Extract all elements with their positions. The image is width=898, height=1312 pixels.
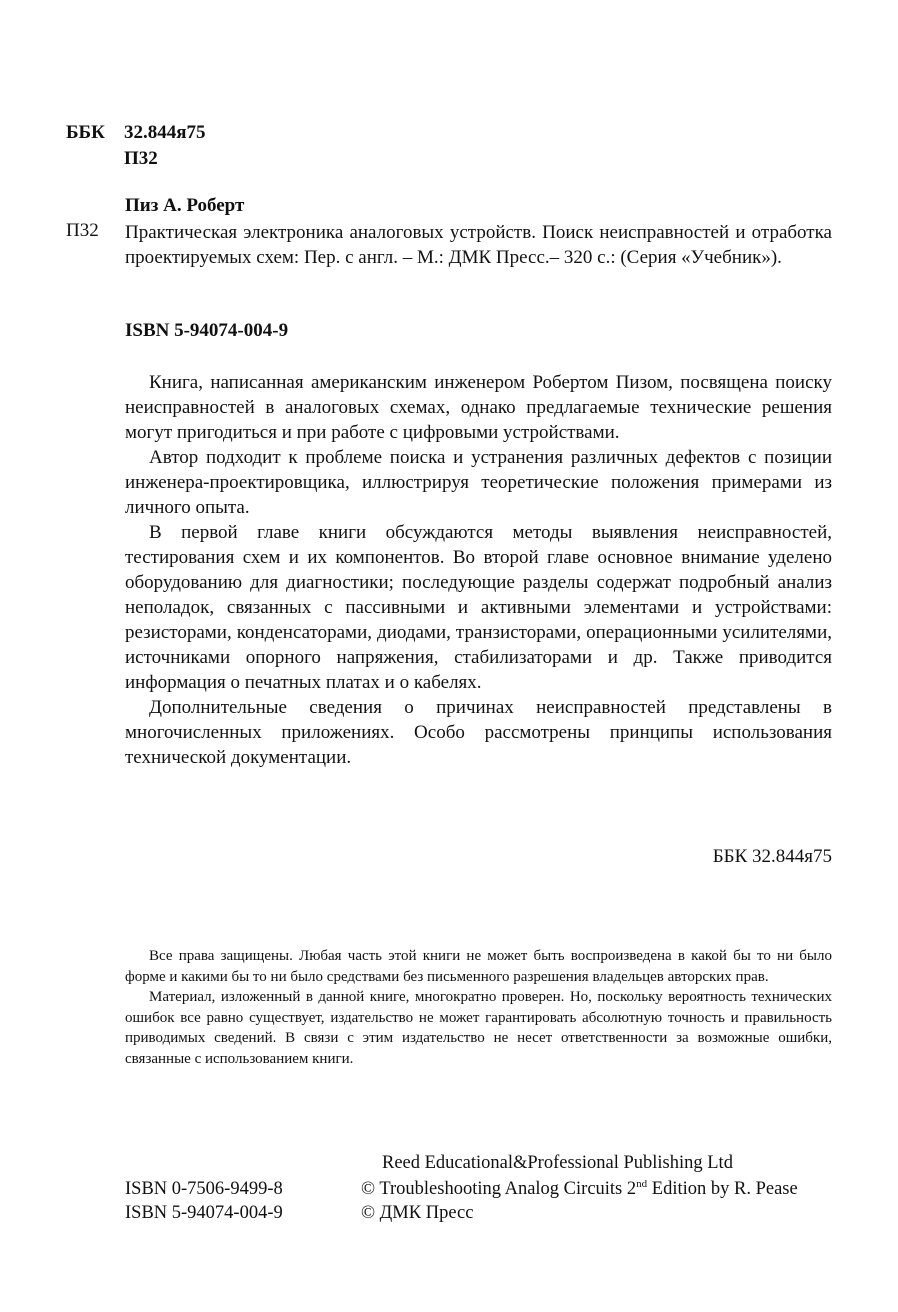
isbn-main: ISBN 5-94074-004-9: [125, 320, 289, 341]
bbk-block: [66, 120, 206, 172]
bbk-label: ББК: [66, 122, 105, 143]
copyright-original-suffix: Edition by R. Pease: [647, 1179, 798, 1199]
rights-notice: [125, 946, 832, 1069]
copyright-russian: © ДМК Пресс: [361, 1203, 474, 1223]
abstract: [125, 370, 832, 770]
bbk-footer: ББК 32.844я75: [712, 846, 832, 867]
abstract-paragraph: Дополнительные сведения о причинах неисправностей представлены в многочисленных приложениях. Особо рассмотрены принципы использования технической документации.: [125, 697, 832, 768]
book-description: Практическая электроника аналоговых устройств. Поиск неисправностей и отработка проектируемых схем: Пер. с англ. – М.: ДМК Пресс.– 320 с.: (Серия «Учебник»).: [125, 222, 832, 268]
rights-paragraph: Все права защищены. Любая часть этой книги не может быть воспроизведена в какой бы то ни было форме и какими бы то ни было средствами без письменного разрешения владельцев авторских прав.: [125, 948, 832, 985]
isbn-list: [125, 1177, 283, 1225]
side-code: П32: [66, 220, 99, 241]
rights-paragraph: Материал, изложенный в данной книге, многократно проверен. Но, поскольку вероятность технических ошибок все равно существует, издательство не может гарантировать абсолютную точность и правильность приводимых сведений. В связи с этим издательство не несет ответственности за возможные ошибки, связанные с использованием книги.: [125, 989, 832, 1067]
abstract-paragraph: Книга, написанная американским инженером Робертом Пизом, посвящена поиску неисправностей в аналоговых схемах, однако предлагаемые технические решения могут пригодиться и при работе с цифровыми устройствами.: [125, 372, 832, 443]
edition-superscript: nd: [636, 1177, 648, 1190]
author-name: Пиз А. Роберт: [125, 195, 245, 216]
bbk-code: 32.844я75: [124, 122, 206, 143]
copyright-original: [361, 1177, 798, 1201]
isbn-russian: ISBN 5-94074-004-9: [125, 1203, 283, 1223]
publisher: Reed Educational&Professional Publishing Ltd: [382, 1153, 733, 1173]
copyright-original-prefix: © Troubleshooting Analog Circuits 2: [361, 1179, 637, 1199]
abstract-paragraph: Автор подходит к проблеме поиска и устранения различных дефектов с позиции инженера-проектировщика, иллюстрируя теоретические положения примерами из личного опыта.: [125, 447, 832, 518]
isbn-original: ISBN 0-7506-9499-8: [125, 1179, 283, 1199]
abstract-paragraph: В первой главе книги обсуждаются методы выявления неисправностей, тестирования схем и их компонентов. Во второй главе основное внимание уделено оборудованию для диагностики; последующие разделы содержат подробный анализ неполадок, связанных с пассивными и активными элементами и устройствами: резисторами, конденсаторами, диодами, транзисторами, операционными усилителями, источниками опорного напряжения, стабилизаторами и др. Также приводится информация о печатных платах и о кабелях.: [125, 522, 832, 693]
author-code: П32: [124, 148, 158, 169]
bbk-line: [66, 120, 206, 146]
copyright-list: [361, 1177, 798, 1225]
